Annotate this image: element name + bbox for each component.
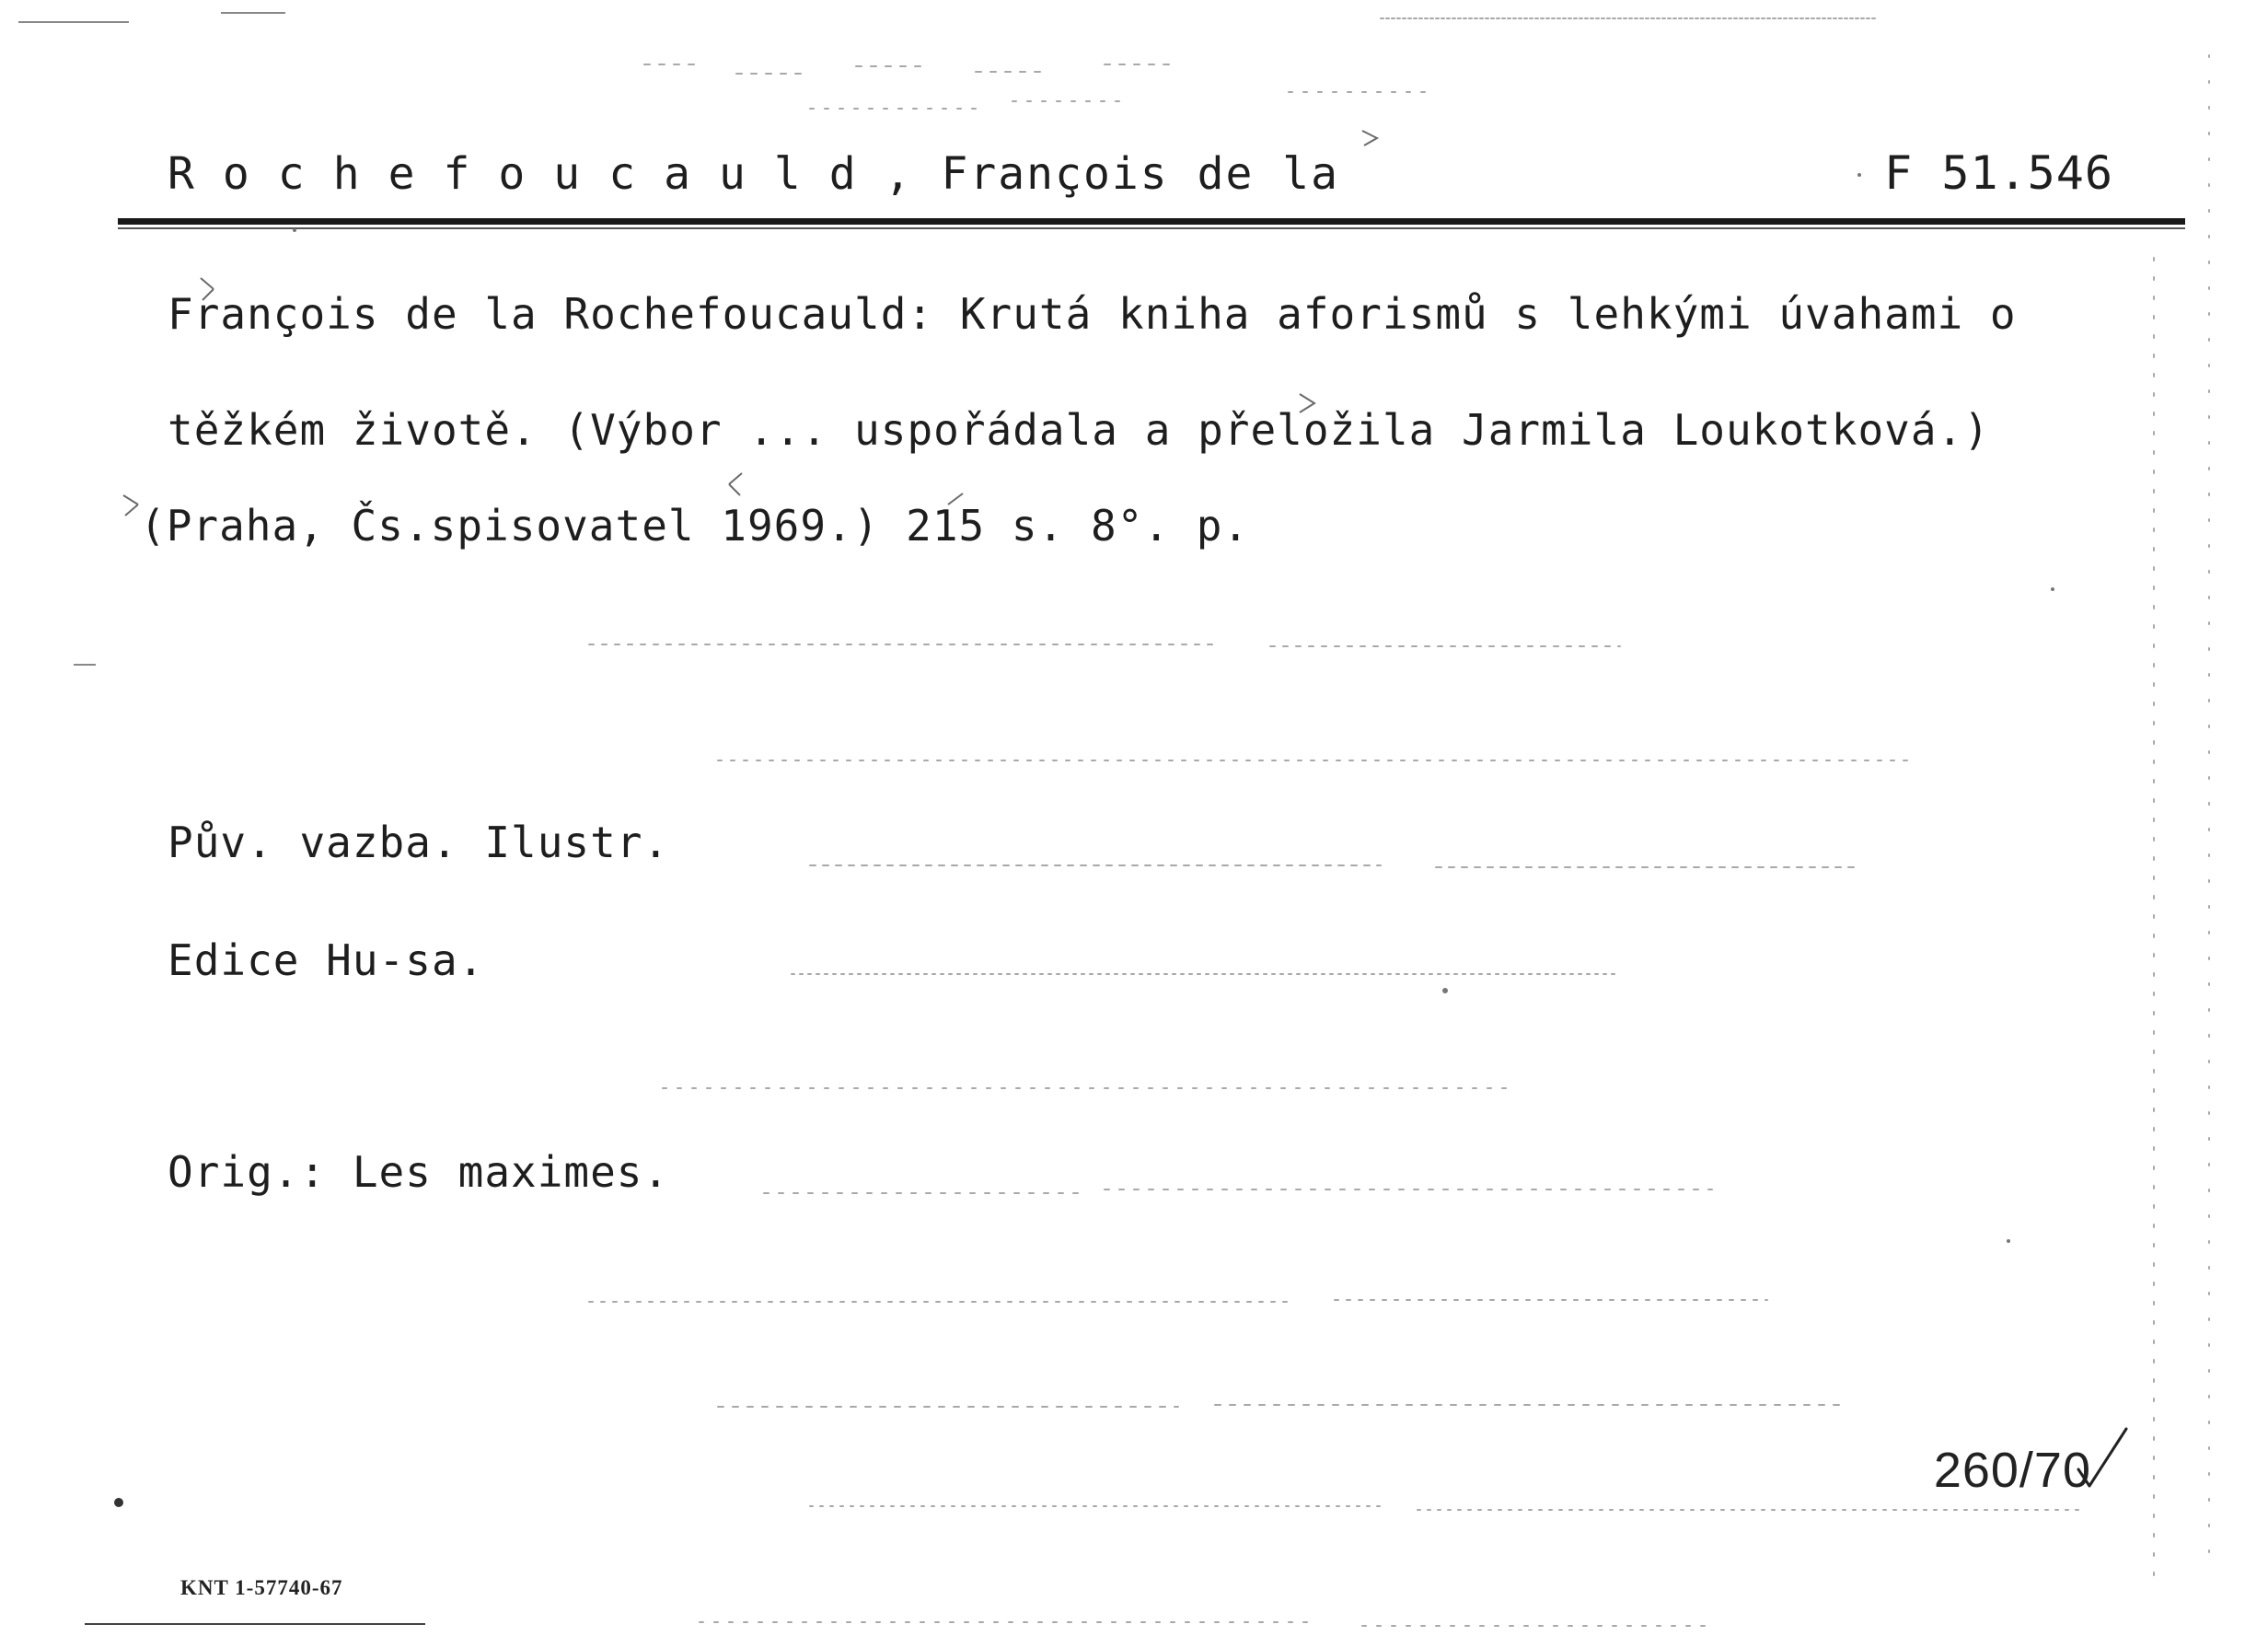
shelfmark: F 51.546 bbox=[1884, 146, 2113, 200]
card-heading bbox=[168, 148, 1340, 200]
punch-dot bbox=[114, 1498, 123, 1507]
heading-rule-thin bbox=[118, 227, 2185, 229]
footer-rule bbox=[85, 1623, 425, 1625]
heading-rule bbox=[118, 218, 2185, 225]
checkmark-icon bbox=[2075, 1425, 2130, 1490]
binding-note: Pův. vazba. Ilustr. bbox=[168, 818, 670, 867]
series-note: Edice Hu-sa. bbox=[168, 935, 485, 985]
author-surname: Rochefoucauld bbox=[168, 148, 885, 200]
title-line-2: těžkém životě. (Výbor ... uspořádala a přeložila Jarmila Loukotková.) bbox=[168, 405, 1990, 455]
accession-number: 260/70 bbox=[1933, 1443, 2091, 1498]
author-forename: , François de la bbox=[884, 148, 1340, 200]
title-line-1: François de la Rochefoucauld: Krutá kniha aforismů s lehkými úvahami o bbox=[168, 289, 2017, 339]
form-code: KNT 1-57740-67 bbox=[180, 1576, 343, 1599]
original-title-note: Orig.: Les maximes. bbox=[168, 1147, 670, 1197]
imprint-line: (Praha, Čs.spisovatel 1969.) 215 s. 8°. p. bbox=[140, 501, 1250, 551]
